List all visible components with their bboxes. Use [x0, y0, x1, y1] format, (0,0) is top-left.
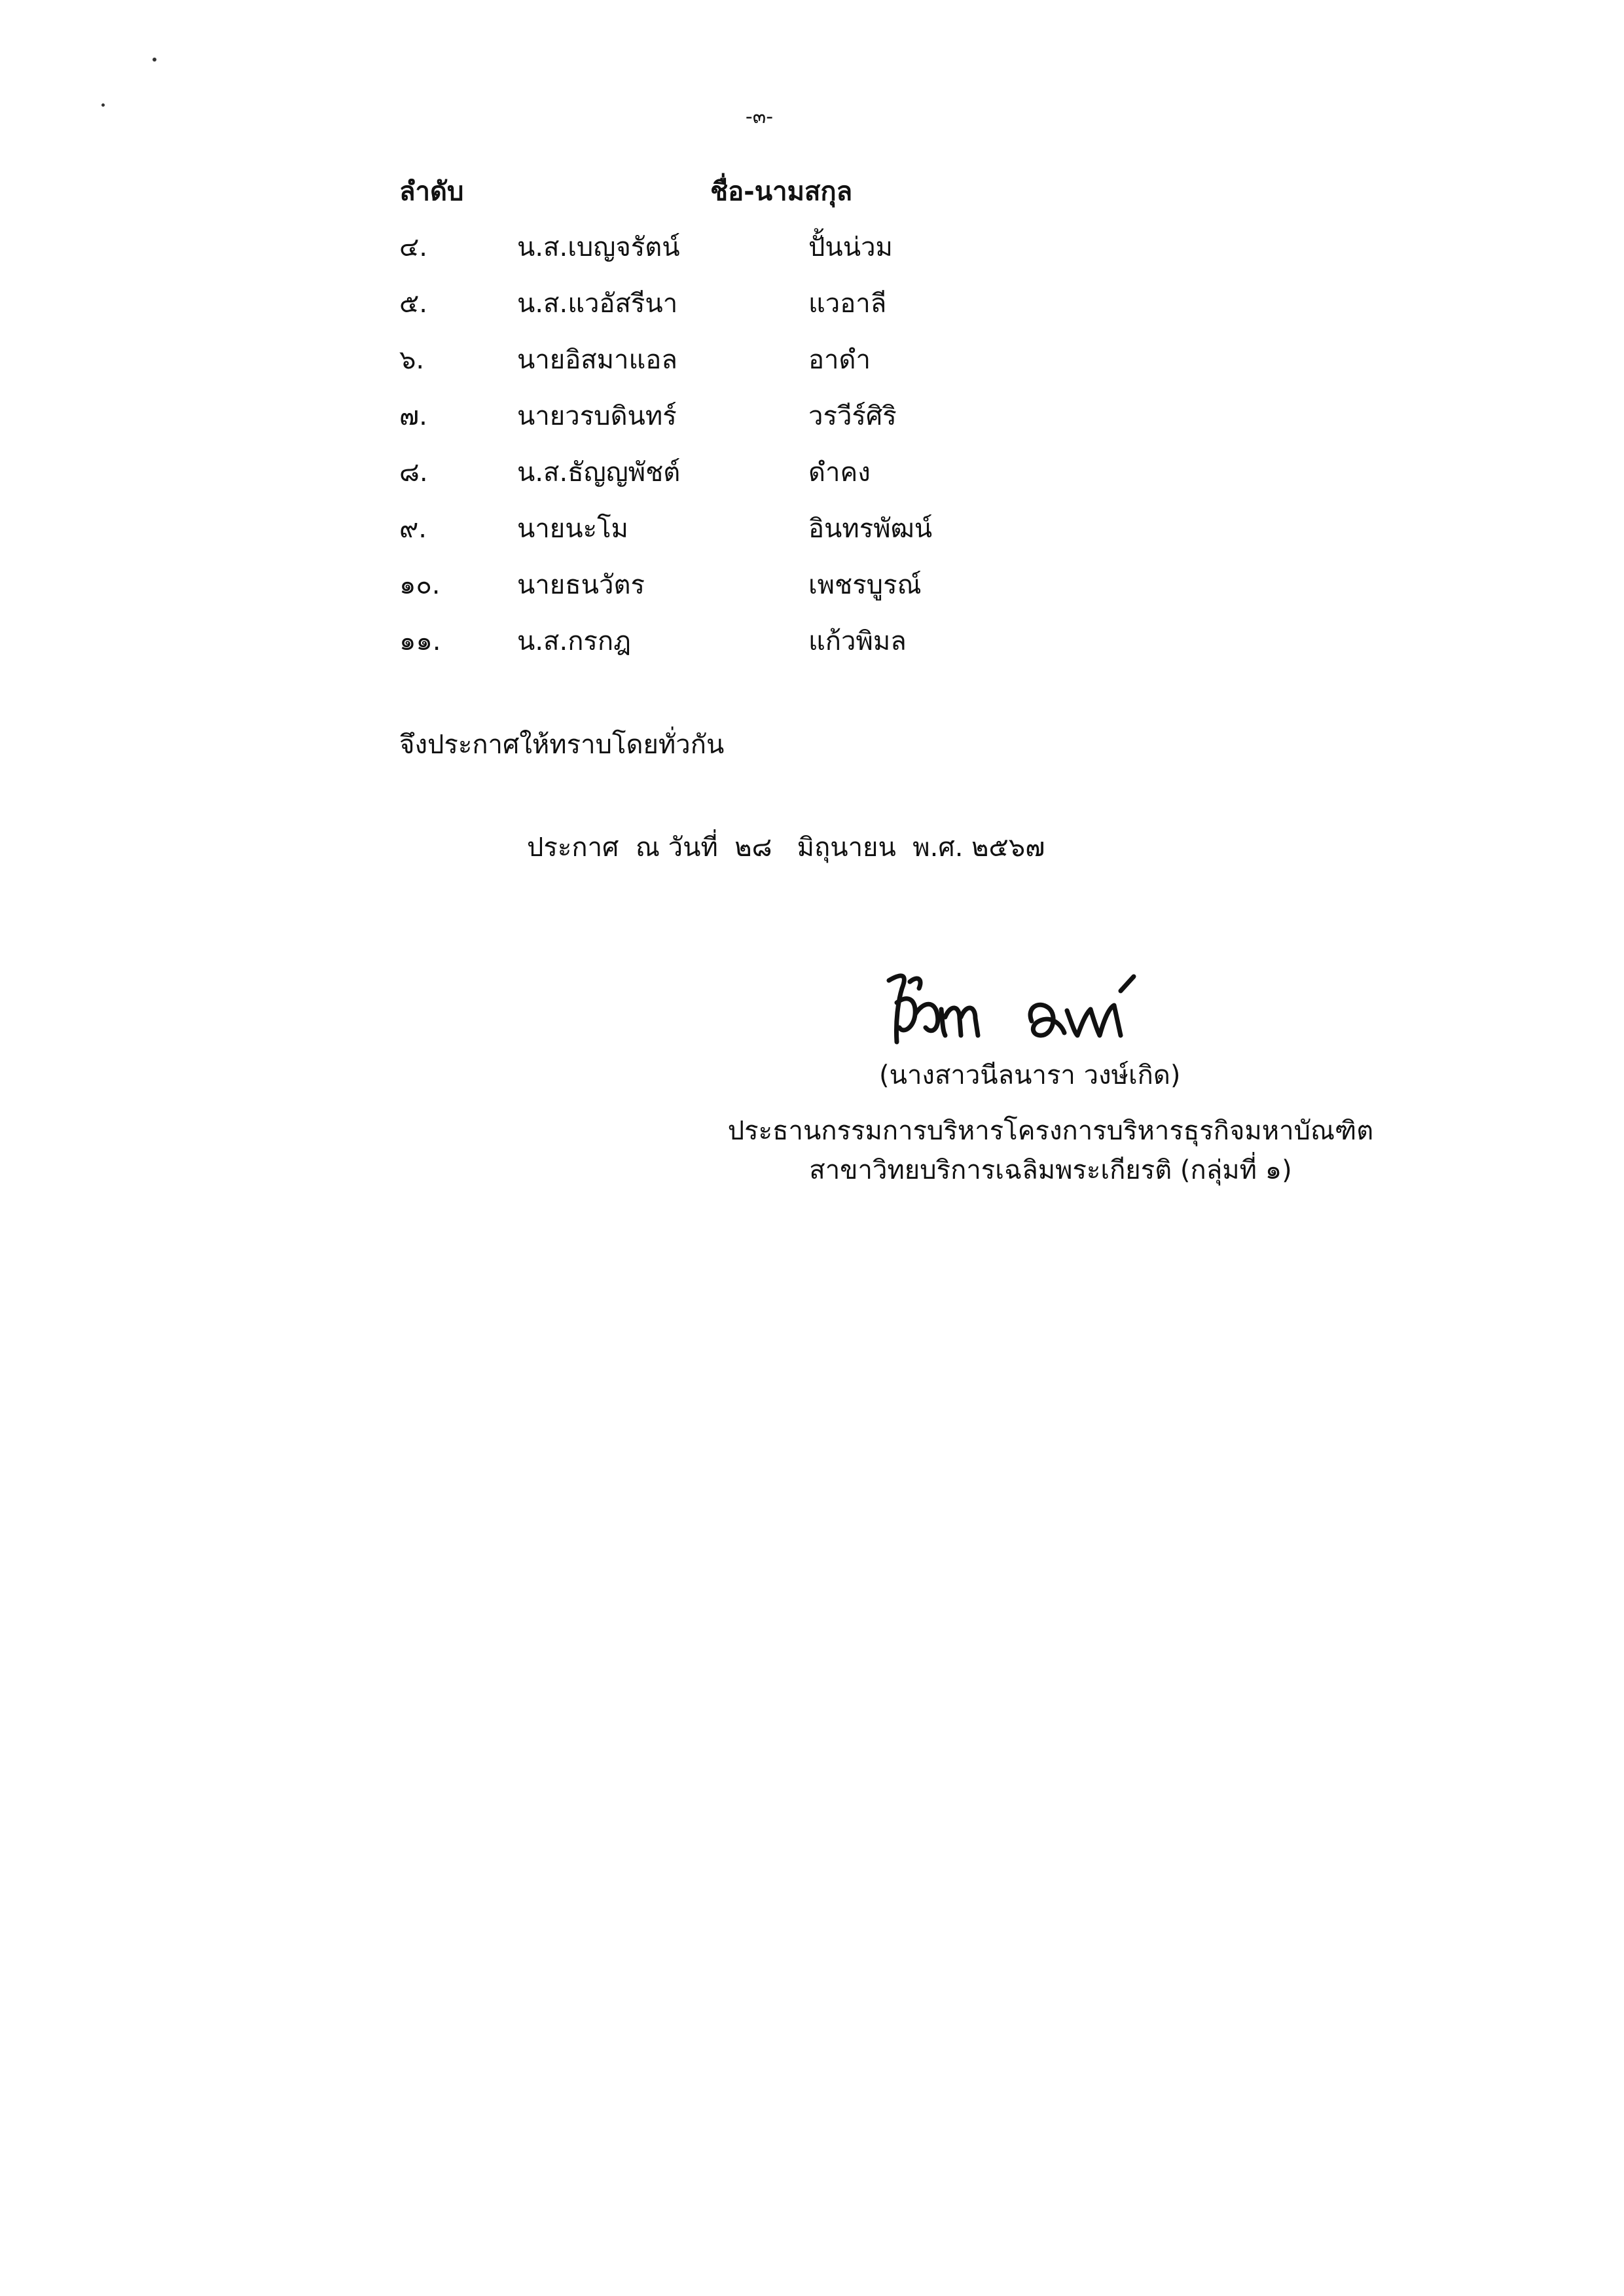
list-item [0, 620, 1624, 676]
list-item [0, 282, 1624, 338]
name-column-header: ชื่อ-นามสกุล [710, 177, 853, 207]
list-item [0, 338, 1624, 395]
item-number: ๑๐. [399, 570, 441, 600]
handwritten-signature [877, 962, 1178, 1056]
item-number: ๔. [399, 232, 427, 262]
item-last-name: ดำคง [808, 457, 871, 488]
signer-position-line-2: สาขาวิทยบริการเฉลิมพระเกียรติ (กลุ่มที่ ๑) [809, 1155, 1292, 1185]
signer-position [717, 1111, 1384, 1190]
signer-position-line-1: ประธานกรรมการบริหารโครงการบริหารธุรกิจมหาบัณฑิต [727, 1116, 1374, 1146]
item-last-name: แวอาลี [808, 289, 887, 319]
list-item [0, 395, 1624, 451]
item-last-name: ปั้นน่วม [808, 232, 893, 262]
scan-speck [101, 103, 105, 107]
signer-name: (นางสาวนีลนารา วงษ์เกิด) [879, 1060, 1181, 1090]
item-first-name: นายธนวัตร [517, 570, 645, 600]
item-number: ๕. [399, 289, 427, 319]
closing-statement: จึงประกาศให้ทราบโดยทั่วกัน [399, 730, 725, 760]
item-last-name: แก้วพิมล [808, 626, 907, 656]
item-first-name: น.ส.กรกฎ [517, 626, 631, 656]
item-first-name: นายอิสมาแอล [517, 345, 677, 375]
list-item [0, 451, 1624, 507]
list-item [0, 564, 1624, 620]
list-header [0, 170, 1624, 209]
scan-speck [153, 58, 156, 62]
item-first-name: น.ส.แวอัสรีนา [517, 289, 678, 319]
item-number: ๙. [399, 514, 427, 544]
item-number: ๑๑. [399, 626, 441, 656]
item-last-name: เพชรบูรณ์ [808, 570, 922, 600]
page-number: -๓- [745, 105, 774, 128]
item-last-name: วรวีร์ศิริ [808, 401, 897, 431]
item-number: ๗. [399, 401, 427, 431]
item-number: ๖. [399, 345, 425, 375]
item-first-name: น.ส.ธัญญพัชต์ [517, 457, 681, 488]
item-first-name: นายนะโม [517, 514, 628, 544]
order-column-header: ลำดับ [399, 177, 464, 207]
list-item [0, 507, 1624, 564]
item-last-name: อินทรพัฒน์ [808, 514, 933, 544]
item-last-name: อาดำ [808, 345, 871, 375]
announcement-date: ประกาศ ณ วันที่ ๒๘ มิถุนายน พ.ศ. ๒๕๖๗ [527, 833, 1045, 863]
item-first-name: น.ส.เบญจรัตน์ [517, 232, 680, 262]
name-list [0, 226, 1624, 676]
item-number: ๘. [399, 457, 428, 488]
list-item [0, 226, 1624, 282]
item-first-name: นายวรบดินทร์ [517, 401, 677, 431]
